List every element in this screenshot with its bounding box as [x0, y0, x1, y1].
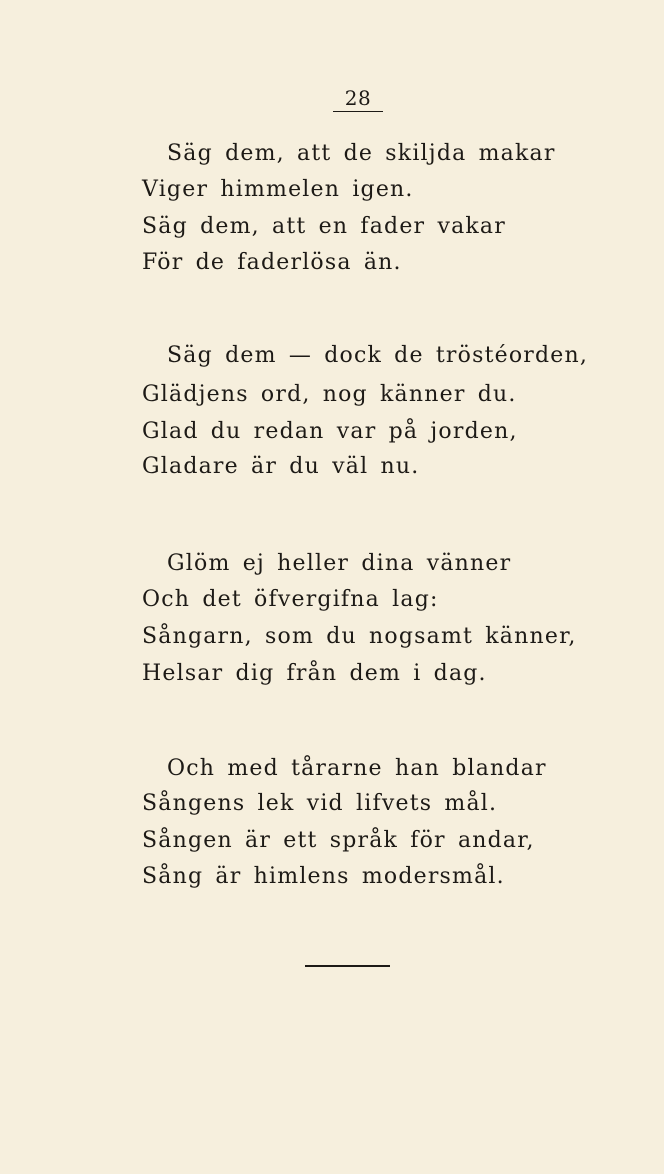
- poem-line: Sångens lek vid lifvets mål.: [142, 791, 498, 816]
- poem-line: Säg dem, att de skiljda makar: [167, 141, 556, 166]
- poem-line: Sång är himlens modersmål.: [142, 864, 505, 889]
- poem-line: Glad du redan var på jorden,: [142, 419, 518, 444]
- poem-line: Sångarn, som du nogsamt känner,: [142, 624, 577, 649]
- poem-line: Glädjens ord, nog känner du.: [142, 382, 517, 407]
- page-number-rule: [333, 111, 383, 112]
- poem-line: För de faderlösa än.: [142, 250, 402, 275]
- poem-line: Säg dem, att en fader vakar: [142, 214, 506, 239]
- poem-line: Säg dem — dock de tröstéorden,: [167, 343, 589, 368]
- page-number: 28: [344, 86, 372, 110]
- poem-line: Viger himmelen igen.: [142, 177, 414, 202]
- poem-line: Sången är ett språk för andar,: [142, 828, 535, 853]
- poem-line: Och det öfvergifna lag:: [142, 587, 439, 612]
- poem-line: Helsar dig från dem i dag.: [142, 661, 487, 686]
- poem-line: Glöm ej heller dina vänner: [167, 551, 512, 576]
- end-rule: [305, 965, 390, 967]
- poem-line: Gladare är du väl nu.: [142, 454, 420, 479]
- poem-line: Och med tårarne han blandar: [167, 756, 547, 781]
